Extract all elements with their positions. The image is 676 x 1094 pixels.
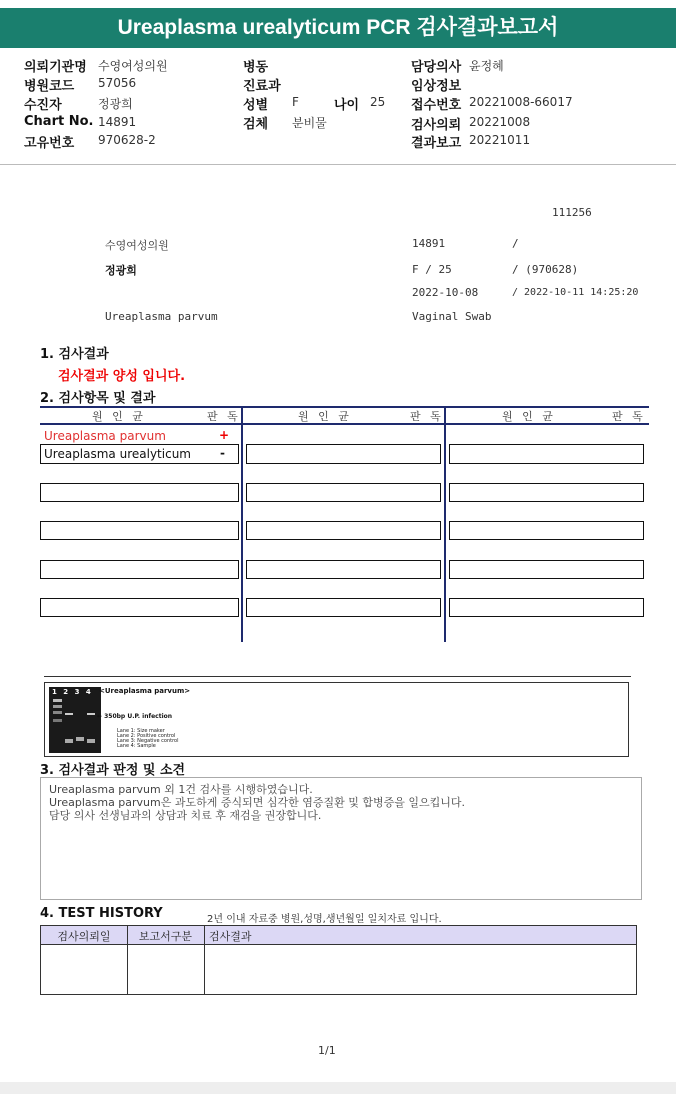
- empty-result-cell: [246, 560, 441, 579]
- receipt-label: 접수번호: [411, 98, 462, 113]
- hospital-code-label: 병원코드: [24, 79, 75, 94]
- hospital-code-value: 57056: [98, 76, 137, 90]
- report-date-value: 20221011: [469, 133, 531, 147]
- gel-band: [65, 713, 73, 715]
- comment-line: Ureaplasma parvum 외 1건 검사를 시행하였습니다.: [49, 783, 313, 796]
- overall-result: 검사결과 양성 입니다.: [58, 369, 186, 384]
- col-organism-3: 원 인 균: [502, 410, 556, 423]
- empty-result-cell: [246, 598, 441, 617]
- report-title: Ureaplasma urealyticum PCR 검사결과보고서: [0, 8, 676, 48]
- info-specimen: Vaginal Swab: [412, 310, 492, 323]
- gel-image: [49, 687, 101, 753]
- gel-title: <Ureaplasma parvum>: [99, 687, 191, 695]
- unique-no-value: 970628-2: [98, 133, 156, 147]
- sex-label: 성별: [243, 98, 269, 113]
- empty-result-cell: [246, 483, 441, 502]
- history-note: 2년 이내 자료중 병원,성명,생년월일 일치자료 입니다.: [207, 914, 442, 925]
- institution-value: 수영여성의원: [98, 59, 168, 73]
- info-sex-age: F / 25: [412, 263, 452, 276]
- page-number: 1/1: [318, 1044, 336, 1057]
- patient-value: 정광희: [98, 97, 133, 111]
- empty-result-cell: [40, 483, 239, 502]
- info-date1: 2022-10-08: [412, 286, 479, 299]
- request-date-label: 검사의뢰: [411, 118, 462, 133]
- section-3-title: 3. 검사결과 판정 및 소견: [40, 763, 186, 778]
- empty-result-cell: [246, 521, 441, 540]
- chart-no-value: 14891: [98, 115, 137, 129]
- institution-label: 의뢰기관명: [24, 60, 87, 75]
- history-col-report-type: 보고서구분: [138, 930, 193, 943]
- history-col-divider: [127, 926, 128, 994]
- result-row-name: Ureaplasma parvum: [44, 429, 166, 443]
- col-result-3: 판 독: [612, 410, 646, 423]
- empty-result-cell: [40, 598, 239, 617]
- history-col-request-date: 검사의뢰일: [57, 930, 111, 943]
- col-organism-2: 원 인 균: [298, 410, 352, 423]
- age-label: 나이: [334, 98, 360, 113]
- gel-panel: [44, 682, 629, 757]
- empty-result-cell: [246, 444, 441, 464]
- info-birth: / (970628): [512, 263, 579, 276]
- gel-lane-numbers: 1 2 3 4: [52, 688, 93, 696]
- sex-value: F: [292, 95, 299, 109]
- empty-result-cell: [449, 598, 644, 617]
- empty-result-cell: [449, 521, 644, 540]
- dept-label: 진료과: [243, 79, 281, 94]
- section-4-title: 4. TEST HISTORY: [40, 906, 163, 921]
- col-result-1: 판 독: [207, 410, 241, 423]
- info-patient: 정광희: [105, 264, 137, 277]
- bottom-bar: [0, 1082, 676, 1094]
- report-id: 111256: [552, 206, 592, 219]
- info-institution: 수영여성의원: [105, 239, 169, 252]
- unique-no-label: 고유번호: [24, 136, 75, 151]
- result-row-value: -: [220, 446, 225, 460]
- gel-legend-item: Lane 1: Size maker: [117, 728, 165, 734]
- table-col-divider-2: [444, 406, 446, 642]
- col-result-2: 판 독: [410, 410, 444, 423]
- info-slash: /: [512, 237, 519, 250]
- empty-result-cell: [449, 444, 644, 464]
- ward-label: 병동: [243, 60, 269, 75]
- empty-result-cell: [449, 560, 644, 579]
- col-organism-1: 원 인 균: [92, 410, 146, 423]
- comment-box: [40, 777, 642, 900]
- specimen-value: 분비물: [292, 116, 327, 130]
- report-date-label: 결과보고: [411, 136, 462, 151]
- history-col-divider: [204, 926, 205, 994]
- header-divider: [0, 164, 676, 165]
- gel-legend-item: Lane 3: Negative control: [117, 738, 179, 744]
- history-table: [40, 925, 637, 995]
- specimen-label: 검체: [243, 117, 269, 132]
- gel-band: [53, 711, 62, 714]
- gel-legend-item: Lane 2: Positive control: [117, 733, 176, 739]
- doctor-label: 담당의사: [411, 60, 462, 75]
- section-1-title: 1. 검사결과: [40, 347, 109, 362]
- gel-band: [87, 713, 95, 715]
- gel-band: [87, 739, 95, 743]
- chart-no-label: Chart No.: [24, 114, 94, 129]
- gel-band: [53, 719, 62, 722]
- gel-divider: [44, 676, 631, 677]
- empty-result-cell: [449, 483, 644, 502]
- info-date2: / 2022-10-11 14:25:20: [512, 287, 639, 298]
- info-test: Ureaplasma parvum: [105, 310, 218, 323]
- empty-result-cell: [40, 521, 239, 540]
- empty-result-cell: [40, 560, 239, 579]
- age-value: 25: [370, 95, 386, 109]
- patient-label: 수진자: [24, 98, 62, 113]
- gel-band: [53, 699, 62, 702]
- gel-band: [53, 705, 62, 708]
- gel-band: [76, 737, 84, 741]
- section-2-title: 2. 검사항목 및 결과: [40, 391, 156, 406]
- gel-legend-item: Lane 4: Sample: [117, 743, 156, 749]
- doctor-value: 윤정혜: [469, 59, 504, 73]
- history-col-result: 검사결과: [209, 930, 252, 943]
- gel-band-label: ← 350bp U.P. infection: [97, 713, 173, 720]
- receipt-value: 20221008-66017: [469, 95, 573, 109]
- request-date-value: 20221008: [469, 115, 531, 129]
- table-col-divider-1: [241, 406, 243, 642]
- result-row-name: Ureaplasma urealyticum: [44, 447, 191, 461]
- comment-line: Ureaplasma parvum은 과도하게 증식되면 심각한 염증질환 및 합병증을 일으킵니다.: [49, 796, 465, 809]
- result-row-value: +: [219, 428, 230, 442]
- clinical-label: 임상정보: [411, 79, 462, 94]
- comment-line: 담당 의사 선생님과의 상담과 치료 후 재검을 권장합니다.: [49, 809, 322, 822]
- gel-band: [65, 739, 73, 743]
- info-chart: 14891: [412, 237, 446, 250]
